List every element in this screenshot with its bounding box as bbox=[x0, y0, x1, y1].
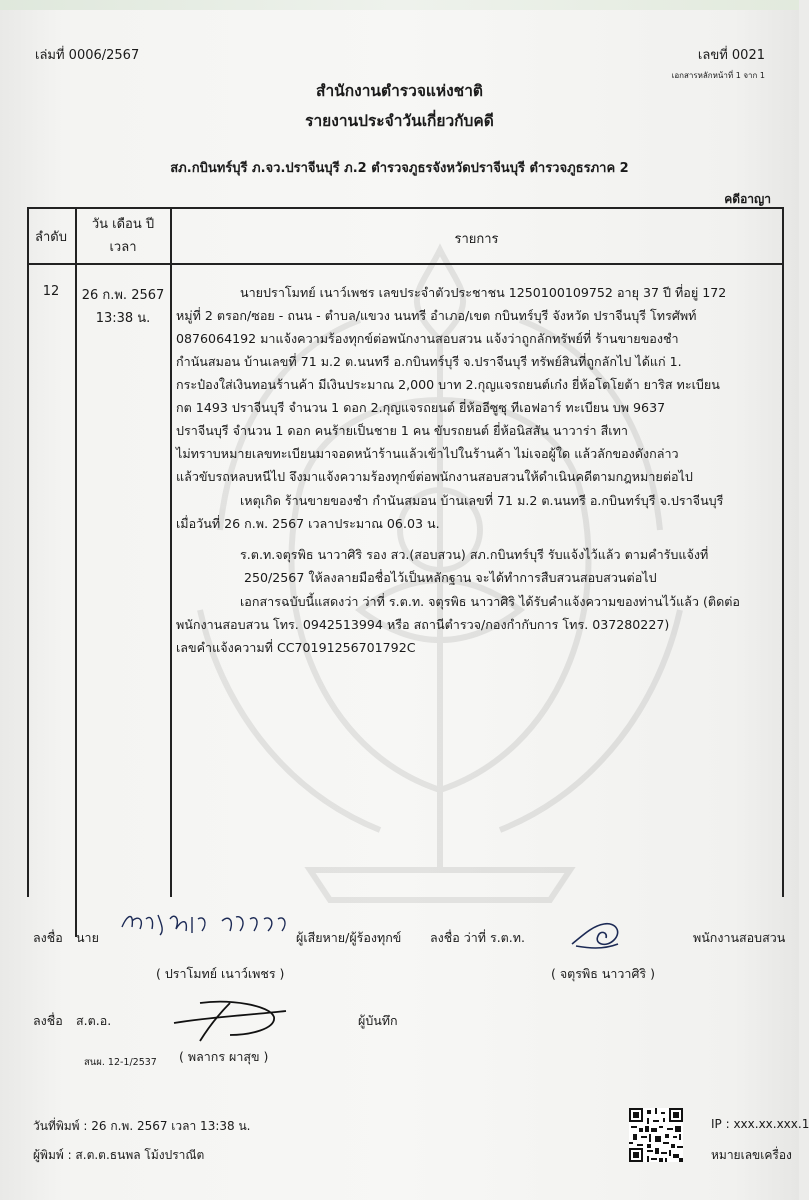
detail-line-2: หมู่ที่ 2 ตรอก/ซอย - ถนน - ตำบล/แขวง นนทรี อำเภอ/เขต กบินทร์บุรี จังหวัด ปราจีนบุรี โทรศัพท์ bbox=[176, 308, 697, 323]
detail-line-1: นายปราโมทย์ เนาว์เพชร เลขประจำตัวประชาชน 1250100109752 อายุ 37 ปี ที่อยู่ 172 bbox=[240, 285, 727, 300]
recorder-name: ( พลากร ผาสุข ) bbox=[179, 1049, 269, 1064]
row-date: 26 ก.พ. 2567 bbox=[81, 288, 165, 303]
table-col-divider-2 bbox=[170, 207, 172, 897]
officer-receipt-line-2: 250/2567 ให้ลงลายมือชื่อไว้เป็นหลักฐาน จะได้ทำการสืบสวนสอบสวนต่อไป bbox=[244, 570, 657, 585]
row-time: 13:38 น. bbox=[95, 311, 151, 326]
page-reference: เอกสารหลักหน้าที่ 1 จาก 1 bbox=[671, 71, 765, 80]
ip-address: IP : xxx.xx.xxx.1 bbox=[711, 1117, 809, 1131]
sign-divider bbox=[75, 897, 77, 937]
table-left-border bbox=[27, 207, 29, 897]
agency-line: สภ.กบินทร์บุรี ภ.จว.ปราจีนบุรี ภ.2 ตำรวจภูธรจังหวัดปราจีนบุรี ตำรวจภูธรภาค 2 bbox=[170, 161, 629, 176]
victim-prefix: นาย bbox=[76, 930, 99, 945]
report-reference-number: เลขคำแจ้งความที่ CC70191256701792C bbox=[176, 640, 416, 655]
victim-handwritten-signature bbox=[118, 905, 298, 945]
recorder-prefix: ส.ต.อ. bbox=[76, 1013, 112, 1028]
incident-datetime: เมื่อวันที่ 26 ก.พ. 2567 เวลาประมาณ 06.03 น. bbox=[176, 516, 440, 531]
detail-line-8: ไม่ทราบหมายเลขทะเบียนมาจอดหน้าร้านแล้วเข้าไปในร้านค้า ไม่เจอผู้ใด แล้วลักของดังกล่าว bbox=[176, 446, 679, 461]
detail-line-4: กำนันสมอน บ้านเลขที่ 71 ม.2 ต.นนทรี อ.กบินทร์บุรี จ.ปราจีนบุรี ทรัพย์สินที่ถูกลักไป ได้แก่ 1. bbox=[176, 354, 682, 369]
volume-number: เล่มที่ 0006/2567 bbox=[35, 48, 140, 63]
column-header-date: วัน เดือน ปี bbox=[91, 217, 155, 232]
case-type: คดีอาญา bbox=[724, 192, 771, 206]
printer-name: ผู้พิมพ์ : ส.ต.ต.ธนพล โม้งปราณีต bbox=[33, 1148, 205, 1162]
detail-line-3: 0876064192 มาแจ้งความร้องทุกข์ต่อพนักงานสอบสวน แจ้งว่าถูกลักทรัพย์ที่ ร้านขายของชำ bbox=[176, 331, 679, 346]
recorder-role: ผู้บันทึก bbox=[358, 1013, 398, 1028]
machine-number-label: หมายเลขเครื่อง bbox=[711, 1148, 792, 1162]
document-number: เลขที่ 0021 bbox=[697, 48, 765, 63]
sign-label-recorder: ลงชื่อ bbox=[33, 1013, 63, 1028]
officer-receipt-line-1: ร.ต.ท.จตุรพิธ นาวาศิริ รอง สว.(สอบสวน) สภ.กบินทร์บุรี รับแจ้งไว้แล้ว ตามคำรับแจ้งที่ bbox=[240, 547, 709, 562]
sign-label-victim: ลงชื่อ bbox=[33, 930, 63, 945]
qr-code-icon bbox=[629, 1108, 683, 1162]
recorder-handwritten-signature bbox=[170, 995, 290, 1045]
table-right-border bbox=[782, 207, 784, 897]
detail-line-9: แล้วขับรถหลบหนีไป จึงมาแจ้งความร้องทุกข์ต่อพนักงานสอบสวนให้ดำเนินคดีตามกฎหมายต่อไป bbox=[176, 469, 693, 484]
detail-line-6: กต 1493 ปราจีนบุรี จำนวน 1 ดอก 2.กุญแจรถยนต์ ยี่ห้ออีซูซุ ทีเอฟอาร์ ทะเบียน บพ 9637 bbox=[176, 400, 666, 415]
print-date: วันที่พิมพ์ : 26 ก.พ. 2567 เวลา 13:38 น. bbox=[33, 1119, 251, 1133]
officer-name: ( จตุรพิธ นาวาศิริ ) bbox=[551, 966, 655, 981]
table-top-border bbox=[27, 207, 784, 209]
victim-name: ( ปราโมทย์ เนาว์เพชร ) bbox=[156, 966, 285, 981]
table-header-border bbox=[27, 263, 784, 265]
row-sequence: 12 bbox=[42, 284, 60, 299]
sign-label-officer: ลงชื่อ ว่าที่ ร.ต.ท. bbox=[430, 930, 525, 945]
report-title: รายงานประจำวันเกี่ยวกับคดี bbox=[305, 112, 494, 130]
page-title: สำนักงานตำรวจแห่งชาติ bbox=[316, 82, 483, 100]
form-code: สนผ. 12-1/2537 bbox=[84, 1057, 157, 1068]
top-edge-strip bbox=[0, 0, 799, 10]
officer-handwritten-signature bbox=[568, 914, 628, 954]
victim-role: ผู้เสียหาย/ผู้ร้องทุกข์ bbox=[296, 930, 402, 945]
detail-line-7: ปราจีนบุรี จำนวน 1 ดอก คนร้ายเป็นชาย 1 คน ขับรถยนต์ ยี่ห้อนิสสัน นาวาร่า สีเทา bbox=[176, 423, 628, 438]
column-header-seq: ลำดับ bbox=[35, 230, 67, 245]
column-header-time: เวลา bbox=[109, 240, 137, 255]
incident-location: เหตุเกิด ร้านขายของชำ กำนันสมอน บ้านเลขที่ 71 ม.2 ต.นนทรี อ.กบินทร์บุรี จ.ปราจีนบุรี bbox=[240, 493, 724, 508]
column-header-items: รายการ bbox=[454, 232, 499, 247]
officer-role: พนักงานสอบสวน bbox=[693, 930, 786, 945]
detail-line-5: กระป๋องใส่เงินทอนร้านค้า มีเงินประมาณ 2,000 บาท 2.กุญแจรถยนต์เก๋ง ยี่ห้อโตโยต้า ยาริส ทะเบียน bbox=[176, 377, 720, 392]
evidence-line-1: เอกสารฉบับนี้แสดงว่า ว่าที่ ร.ต.ท. จตุรพิธ นาวาศิริ ได้รับคำแจ้งความของท่านไว้แล้ว (ติดต่อ bbox=[240, 594, 740, 609]
evidence-line-2: พนักงานสอบสวน โทร. 0942513994 หรือ สถานีตำรวจ/กองกำกับการ โทร. 037280227) bbox=[176, 617, 670, 632]
